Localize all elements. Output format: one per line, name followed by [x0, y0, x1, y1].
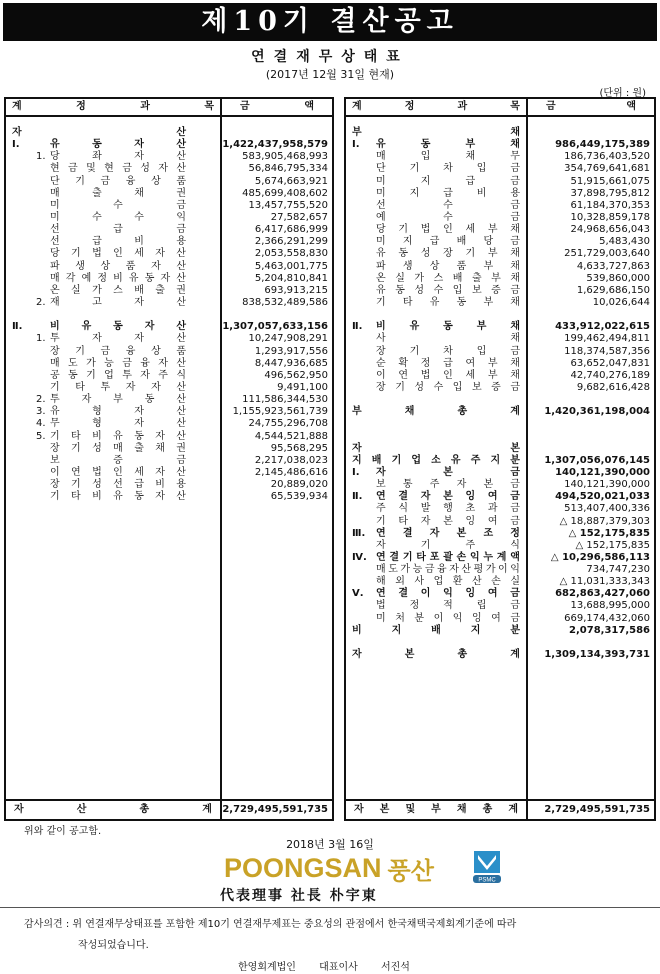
table-row — [346, 212, 654, 224]
row-amount: 1,629,686,150 — [576, 284, 650, 296]
row-label: 단 기 차 입 금 — [376, 163, 520, 175]
row-label: 기 타 비 유 동 자 산 — [50, 430, 186, 442]
row-label: 해 외 사 업 환 산 손 실 — [376, 576, 520, 588]
table-row — [346, 139, 654, 151]
table-row — [6, 431, 332, 443]
row-label: 당 좌 자 산 — [50, 151, 186, 163]
table-row — [6, 139, 332, 151]
row-label: 장 기 성 선 급 비 용 — [50, 479, 186, 491]
row-label: 미 지 급 배 당 금 — [376, 236, 520, 248]
row-label: 무 형 자 산 — [50, 418, 186, 430]
statement-date: (2017년 12월 31일 현재) — [265, 68, 395, 81]
row-label: 온 실 가 스 배 출 부 채 — [376, 272, 520, 284]
row-label: 비 지 배 지 분 — [352, 624, 520, 636]
table-row — [6, 273, 332, 285]
publication-date: 2018년 3월 16일 — [286, 838, 374, 851]
row-amount: 186,736,403,520 — [564, 151, 650, 163]
row-amount: 433,912,022,615 — [555, 321, 650, 333]
table-row — [6, 261, 332, 273]
table-row — [346, 127, 654, 139]
row-label: 자 본 총 계 — [352, 649, 520, 661]
row-label: 매 각 예 정 비 유 동 자 산 — [50, 272, 186, 284]
row-amount: 539,860,000 — [586, 272, 650, 284]
row-amount: 494,520,021,033 — [555, 491, 650, 503]
table-row — [346, 503, 654, 515]
table-row — [6, 248, 332, 260]
table-row — [6, 370, 332, 382]
table-row — [346, 576, 654, 588]
row-prefix: Ⅲ. — [352, 527, 366, 539]
row-amount: 20,889,020 — [270, 479, 328, 491]
row-label: 파 생 상 품 자 산 — [50, 260, 186, 272]
table-row — [346, 358, 654, 370]
row-amount: 4,633,727,863 — [576, 260, 650, 272]
audit-firm: 한영회계법인 — [238, 962, 296, 973]
row-label: 미 지 급 금 — [376, 175, 520, 187]
row-amount: 1,155,923,561,739 — [232, 406, 328, 418]
spacer-row — [346, 637, 654, 649]
auditor-signers — [238, 958, 430, 973]
spacer-row — [6, 309, 332, 321]
row-label: 유 동 자 산 — [50, 139, 186, 151]
account-header: 계 정 과 목 — [352, 101, 520, 112]
table-row — [346, 600, 654, 612]
row-label: 보 증 금 — [50, 454, 186, 466]
row-prefix: Ⅳ. — [352, 551, 367, 563]
row-label: 법 정 적 립 금 — [376, 600, 520, 612]
row-amount: 51,915,661,075 — [570, 175, 650, 187]
row-amount: 9,491,100 — [277, 381, 328, 393]
spacer-row — [346, 394, 654, 406]
row-amount: 61,184,370,353 — [570, 199, 650, 211]
row-amount: 496,562,950 — [264, 369, 328, 381]
row-label: 예 수 금 — [376, 211, 520, 223]
row-label: 유 동 성 장 기 부 채 — [376, 248, 520, 260]
row-amount: 5,463,001,775 — [254, 260, 328, 272]
table-row — [6, 236, 332, 248]
row-label: 유 동 부 채 — [376, 139, 520, 151]
row-label: 이 연 법 인 세 자 산 — [50, 466, 186, 478]
spacer-row — [346, 418, 654, 430]
table-row — [6, 188, 332, 200]
assets-table-header — [6, 99, 332, 117]
row-amount: 37,898,795,812 — [570, 187, 650, 199]
row-amount: 24,755,296,708 — [248, 418, 328, 430]
table-row — [6, 346, 332, 358]
row-amount: 10,328,859,178 — [570, 211, 650, 223]
table-row — [6, 333, 332, 345]
row-prefix: 2. — [36, 296, 46, 308]
row-label: 부 채 — [352, 127, 520, 138]
row-label: 장 기 차 입 금 — [376, 345, 520, 357]
row-amount: 8,447,936,685 — [254, 357, 328, 369]
row-prefix: 3. — [36, 406, 46, 418]
row-label: 투 자 자 산 — [50, 333, 186, 345]
row-prefix: Ⅱ. — [352, 321, 363, 333]
row-amount: 4,544,521,888 — [254, 430, 328, 442]
row-label: 기 타 자 본 잉 여 금 — [376, 515, 520, 527]
row-label: 자 본 금 — [376, 466, 520, 478]
table-row — [346, 564, 654, 576]
table-row — [346, 163, 654, 175]
row-amount: 5,483,430 — [599, 236, 650, 248]
row-amount: 734,747,230 — [586, 564, 650, 576]
closing-statement: 위와 같이 공고함. — [24, 826, 102, 837]
equity-liabilities-total-label: 자 본 및 부 채 총 계 — [354, 804, 518, 815]
row-label: 자 기 주 식 — [376, 539, 520, 551]
row-amount: 13,688,995,000 — [570, 600, 650, 612]
row-label: 자 본 — [352, 442, 520, 454]
table-row — [346, 151, 654, 163]
auditor-title: 대표이사 — [319, 962, 358, 973]
row-amount: 10,247,908,291 — [248, 333, 328, 345]
liabilities-equity-table — [344, 97, 656, 821]
table-row — [6, 406, 332, 418]
table-row — [6, 212, 332, 224]
audit-opinion: 감사의견 : 위 연결재무상태표를 포함한 제10기 연결재무제표는 중요성의 관점에서 한국채택국제회계기준에 따라 — [24, 919, 517, 930]
row-amount: 682,863,427,060 — [555, 588, 650, 600]
table-row — [346, 200, 654, 212]
row-label: 기 타 비 유 동 자 산 — [50, 491, 186, 503]
row-label: 순 확 정 급 여 부 채 — [376, 357, 520, 369]
liabilities-table-header — [346, 99, 654, 117]
row-amount: △ 152,175,835 — [575, 539, 650, 551]
row-amount: 118,374,587,356 — [564, 345, 650, 357]
row-amount: 2,145,486,616 — [254, 466, 328, 478]
table-row — [346, 236, 654, 248]
logo-mark-icon — [472, 850, 502, 884]
row-label: 매 도 가 능 금 융 자 산 — [50, 357, 186, 369]
table-row — [346, 188, 654, 200]
row-label: 기 타 투 자 자 산 — [50, 381, 186, 393]
row-prefix: 1. — [36, 333, 46, 345]
company-logo — [224, 852, 434, 884]
row-prefix: 1. — [36, 151, 46, 163]
row-amount: 10,026,644 — [592, 296, 650, 308]
row-label: 비 유 동 부 채 — [376, 321, 520, 333]
table-row — [346, 382, 654, 394]
row-label: 이 연 법 인 세 부 채 — [376, 369, 520, 381]
row-amount: 63,652,047,831 — [570, 357, 650, 369]
table-row — [6, 394, 332, 406]
row-label: 온 실 가 스 배 출 권 — [50, 284, 186, 296]
auditor-name: 서진석 — [380, 962, 410, 973]
table-row — [346, 273, 654, 285]
spacer-row — [346, 431, 654, 443]
row-amount: 56,846,795,334 — [248, 163, 328, 175]
row-label: 연 결 자 본 잉 여 금 — [376, 491, 520, 503]
row-amount: 838,532,489,586 — [242, 296, 328, 308]
row-amount: 42,740,276,189 — [570, 369, 650, 381]
table-row — [346, 625, 654, 637]
table-row — [346, 370, 654, 382]
table-row — [6, 382, 332, 394]
table-row — [346, 613, 654, 625]
table-row — [346, 516, 654, 528]
notice-banner: 제10기 결산공고 — [3, 3, 657, 41]
table-row — [6, 467, 332, 479]
table-row — [6, 418, 332, 430]
table-row — [6, 151, 332, 163]
row-label: 현 금 및 현 금 성 자 산 — [50, 163, 186, 175]
table-row — [346, 455, 654, 467]
row-prefix: Ⅰ. — [352, 139, 360, 151]
row-amount: 24,968,656,043 — [570, 224, 650, 236]
table-row — [346, 443, 654, 455]
liabilities-equity-rows — [346, 127, 654, 661]
table-row — [6, 176, 332, 188]
row-label: 당 기 법 인 세 자 산 — [50, 248, 186, 260]
row-prefix: Ⅰ. — [352, 466, 360, 478]
row-label: 비 유 동 자 산 — [50, 321, 186, 333]
row-prefix: Ⅱ. — [12, 321, 23, 333]
row-amount: 95,568,295 — [270, 442, 328, 454]
row-amount: 583,905,468,993 — [242, 151, 328, 163]
table-row — [6, 455, 332, 467]
table-row — [346, 321, 654, 333]
row-amount: 354,769,641,681 — [564, 163, 650, 175]
row-label: 장 기 성 수 입 보 증 금 — [376, 381, 520, 393]
row-label: 미 지 급 비 용 — [376, 187, 520, 199]
table-row — [346, 248, 654, 260]
divider — [0, 907, 660, 908]
table-row — [6, 224, 332, 236]
row-label: 연 결 기 타 포 괄 손 익 누 계 액 — [376, 551, 520, 563]
row-label: 공 동 기 업 투 자 주 식 — [50, 369, 186, 381]
table-row — [6, 200, 332, 212]
row-label: 자 산 — [12, 127, 186, 138]
row-amount: 1,309,134,393,731 — [544, 649, 650, 661]
row-amount: 251,729,003,640 — [564, 248, 650, 260]
row-label: 미 처 분 이 익 잉 여 금 — [376, 612, 520, 624]
table-row — [346, 176, 654, 188]
table-row — [346, 552, 654, 564]
row-prefix: Ⅴ. — [352, 588, 364, 600]
row-amount: 1,307,057,633,156 — [222, 321, 328, 333]
table-row — [346, 491, 654, 503]
logo-wordmark: POONGSAN — [224, 852, 382, 883]
row-amount: 111,586,344,530 — [242, 394, 328, 406]
unit-label: (단위 : 원) — [599, 88, 646, 99]
row-amount: 2,053,558,830 — [254, 248, 328, 260]
row-amount: 485,699,408,602 — [242, 187, 328, 199]
table-row — [346, 224, 654, 236]
row-amount: △ 18,887,379,303 — [559, 515, 650, 527]
row-amount: 140,121,390,000 — [555, 466, 650, 478]
row-prefix: 5. — [36, 430, 46, 442]
table-row — [346, 528, 654, 540]
row-label: 주 식 발 행 초 과 금 — [376, 503, 520, 515]
row-amount: 65,539,934 — [270, 491, 328, 503]
table-row — [6, 163, 332, 175]
audit-opinion-continued: 작성되었습니다. — [78, 940, 149, 951]
table-row — [346, 261, 654, 273]
assets-total-label: 자 산 총 계 — [14, 804, 212, 815]
row-label: 선 급 비 용 — [50, 236, 186, 248]
table-row — [6, 127, 332, 139]
row-label: 재 고 자 산 — [50, 296, 186, 308]
row-label: 선 급 금 — [50, 224, 186, 236]
assets-total-amount: 2,729,495,591,735 — [222, 804, 328, 815]
row-amount: 669,174,432,060 — [564, 612, 650, 624]
row-label: 기 타 유 동 부 채 — [376, 296, 520, 308]
spacer-row — [346, 309, 654, 321]
assets-table — [4, 97, 334, 821]
row-label: 매 출 채 권 — [50, 187, 186, 199]
row-amount: 1,422,437,958,579 — [222, 139, 328, 151]
row-prefix: Ⅰ. — [12, 139, 20, 151]
table-row — [6, 358, 332, 370]
row-label: 파 생 상 품 부 채 — [376, 260, 520, 272]
row-amount: 1,420,361,198,004 — [544, 406, 650, 418]
row-amount: △ 10,296,586,113 — [550, 551, 650, 563]
row-prefix: 2. — [36, 394, 46, 406]
assets-total-row — [6, 799, 332, 819]
amount-header: 금 액 — [240, 101, 314, 112]
table-row — [346, 479, 654, 491]
row-amount: 513,407,400,336 — [564, 503, 650, 515]
row-label: 당 기 법 인 세 부 채 — [376, 224, 520, 236]
table-row — [6, 479, 332, 491]
row-amount: △ 152,175,835 — [568, 527, 650, 539]
row-label: 연 결 자 본 조 정 — [376, 527, 520, 539]
row-amount: 6,417,686,999 — [254, 224, 328, 236]
row-amount: 13,457,755,520 — [248, 199, 328, 211]
row-amount: 140,121,390,000 — [564, 479, 650, 491]
assets-rows — [6, 127, 332, 503]
row-label: 선 수 금 — [376, 199, 520, 211]
row-prefix: Ⅱ. — [352, 491, 363, 503]
representative-signature: 代表理事 社長 朴宇東 — [220, 888, 378, 904]
row-label: 투 자 부 동 산 — [50, 394, 186, 406]
statement-title: 연결재무상태표 — [251, 49, 409, 65]
row-label: 단 기 금 융 상 품 — [50, 175, 186, 187]
table-row — [346, 467, 654, 479]
account-header: 계 정 과 목 — [12, 101, 214, 112]
row-amount: 2,078,317,586 — [569, 624, 650, 636]
row-amount: 9,682,616,428 — [576, 381, 650, 393]
table-row — [346, 346, 654, 358]
row-label: 미 수 금 — [50, 199, 186, 211]
row-label: 유 동 성 수 입 보 증 금 — [376, 284, 520, 296]
row-label: 지 배 기 업 소 유 주 지 분 — [352, 454, 520, 466]
row-amount: 2,217,038,023 — [254, 454, 328, 466]
row-label: 연 결 이 익 잉 여 금 — [376, 588, 520, 600]
table-row — [346, 540, 654, 552]
row-amount: 5,674,663,921 — [254, 175, 328, 187]
row-label: 매 입 채 무 — [376, 151, 520, 163]
row-amount: 1,307,056,076,145 — [544, 454, 650, 466]
table-row — [6, 285, 332, 297]
row-label: 부 채 총 계 — [352, 406, 520, 418]
table-row — [6, 491, 332, 503]
row-label: 매 도 가 능 금 융 자 산 평 가 이 익 — [376, 564, 520, 576]
row-amount: 5,204,810,841 — [254, 272, 328, 284]
table-row — [346, 297, 654, 309]
row-amount: 1,293,917,556 — [254, 345, 328, 357]
table-row — [6, 297, 332, 309]
row-label: 사 채 — [376, 333, 520, 345]
row-amount: 986,449,175,389 — [555, 139, 650, 151]
logo-mark-text: PSMC — [478, 877, 496, 884]
table-row — [346, 406, 654, 418]
logo-korean: 풍산 — [387, 856, 434, 885]
row-amount: 27,582,657 — [270, 211, 328, 223]
row-label: 장 기 성 매 출 채 권 — [50, 442, 186, 454]
row-label: 보 통 주 자 본 금 — [376, 479, 520, 491]
row-label: 유 형 자 산 — [50, 406, 186, 418]
amount-header: 금 액 — [546, 101, 636, 112]
row-prefix: 4. — [36, 418, 46, 430]
table-row — [6, 321, 332, 333]
table-row — [346, 285, 654, 297]
table-row — [346, 588, 654, 600]
table-row — [346, 649, 654, 661]
row-amount: 2,366,291,299 — [254, 236, 328, 248]
row-label: 장 기 금 융 상 품 — [50, 345, 186, 357]
equity-liabilities-total-amount: 2,729,495,591,735 — [544, 804, 650, 815]
table-row — [346, 333, 654, 345]
row-label: 미 수 수 익 — [50, 211, 186, 223]
equity-liabilities-total-row — [346, 799, 654, 819]
table-row — [6, 443, 332, 455]
row-amount: 199,462,494,811 — [564, 333, 650, 345]
row-amount: 693,913,215 — [264, 284, 328, 296]
row-amount: △ 11,031,333,343 — [559, 576, 650, 588]
